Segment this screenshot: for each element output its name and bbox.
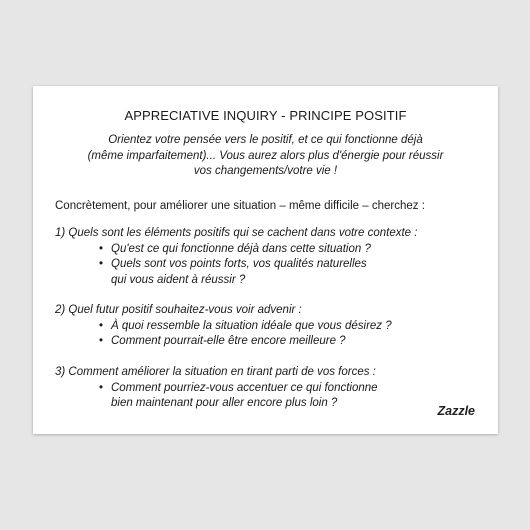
question-section-1	[55, 226, 417, 288]
list-item-continuation: qui vous aident à réussir ?	[111, 273, 246, 286]
question-heading: 1) Quels sont les éléments positifs qui se cachent dans votre contexte :	[55, 227, 418, 239]
list-item-text: Comment pourriez-vous accentuer ce qui fonctionne	[111, 381, 378, 394]
intro-line: (même imparfaitement)... Vous aurez alors plus d'énergie pour réussir	[87, 149, 444, 162]
question-section-3	[55, 365, 378, 412]
list-item-text: Quels sont vos points forts, vos qualités naturelles	[111, 258, 367, 270]
question-section-2	[55, 303, 392, 350]
list-item-text: Comment pourrait-elle être encore meilleure ?	[111, 335, 346, 347]
list-item	[55, 257, 417, 273]
list-item-text: Qu'est ce qui fonctionne déjà dans cette situation ?	[111, 242, 371, 255]
bullet-icon: •	[99, 242, 104, 255]
card-title: APPRECIATIVE INQUIRY - PRINCIPE POSITIF	[124, 108, 407, 123]
list-item	[55, 381, 378, 397]
list-item-continuation: bien maintenant pour aller encore plus loin ?	[111, 397, 338, 409]
intro-line: Orientez votre pensée vers le positif, et ce qui fonctionne déjà	[108, 134, 423, 146]
postcard	[33, 86, 498, 434]
list-item	[55, 242, 417, 258]
list-item	[55, 319, 392, 335]
bullet-icon: •	[99, 258, 104, 270]
bullet-icon: •	[99, 335, 104, 347]
question-heading: 2) Quel futur positif souhaitez-vous voir advenir :	[55, 304, 302, 316]
list-item	[55, 334, 392, 350]
lead-sentence: Concrètement, pour améliorer une situation – même difficile – cherchez :	[55, 200, 425, 212]
bullet-icon: •	[99, 381, 104, 394]
intro-text	[33, 133, 498, 180]
list-item-text: À quoi ressemble la situation idéale que vous désirez ?	[111, 319, 392, 332]
question-heading: 3) Comment améliorer la situation en tirant parti de vos forces :	[55, 366, 376, 378]
intro-line: vos changements/votre vie !	[193, 165, 338, 177]
bullet-icon: •	[99, 319, 104, 332]
zazzle-logo: Zazzle	[437, 404, 475, 418]
